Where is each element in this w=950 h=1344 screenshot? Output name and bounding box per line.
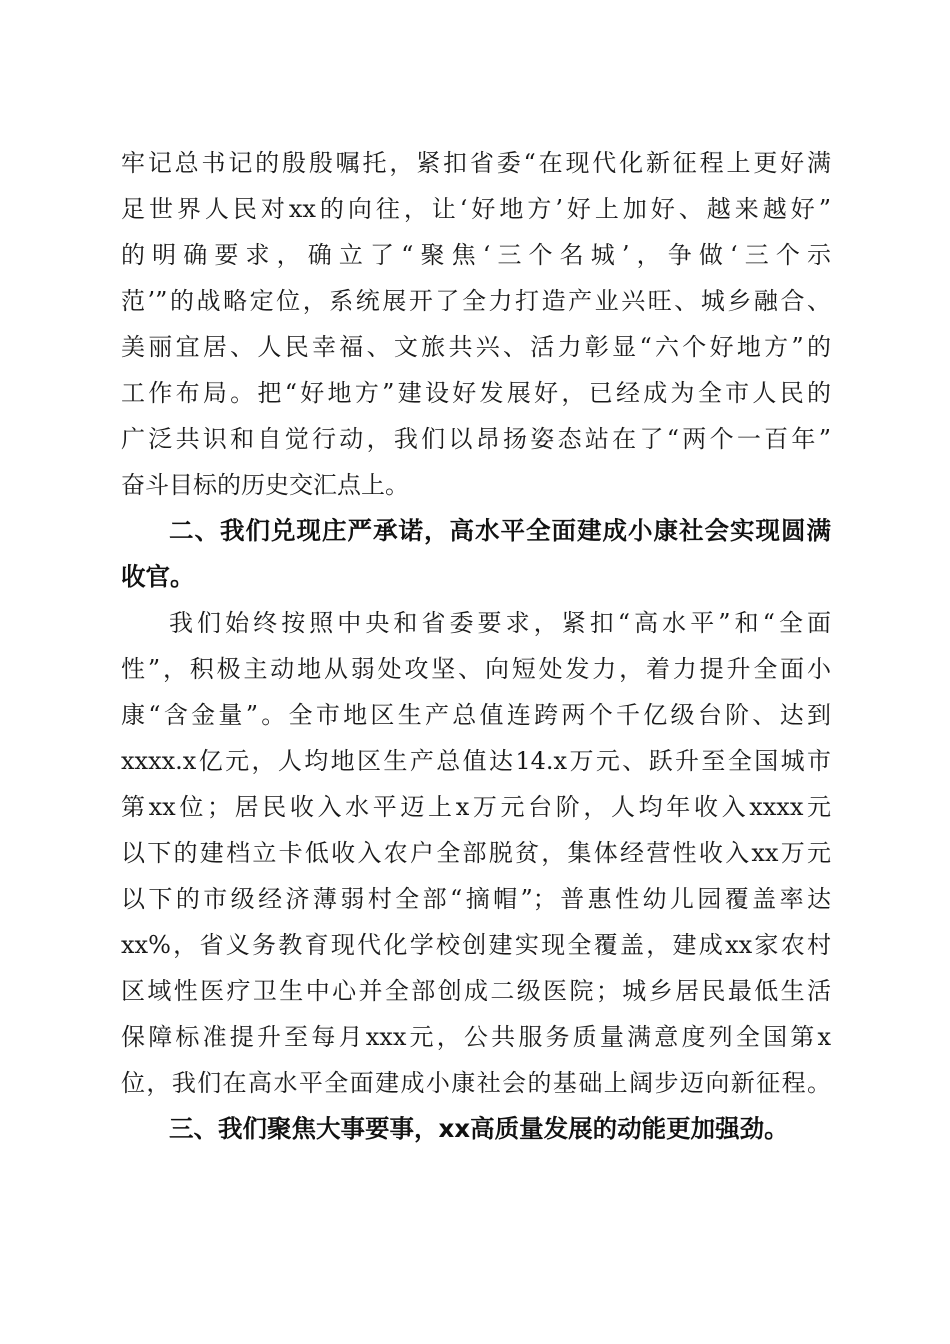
paragraph-line: xx%，省义务教育现代化学校创建实现全覆盖，建成xx家农村 (121, 931, 831, 959)
paragraph-line: 奋斗目标的历史交汇点上。 (121, 471, 409, 499)
paragraph-line: 工作布局。把“好地方”建设好发展好，已经成为全市人民的 (121, 379, 831, 407)
paragraph-line: 以下的建档立卡低收入农户全部脱贫，集体经营性收入xx万元 (121, 839, 831, 867)
paragraph-line: 范’”的战略定位，系统展开了全力打造产业兴旺、城乡融合、 (121, 287, 831, 315)
paragraph-line: 性”，积极主动地从弱处攻坚、向短处发力，着力提升全面小 (121, 655, 831, 683)
paragraph-line: 的明确要求，确立了“聚焦‘三个名城’，争做‘三个示 (121, 241, 831, 269)
paragraph-line: 美丽宜居、人民幸福、文旅共兴、活力彰显“六个好地方”的 (121, 333, 831, 361)
paragraph-line: 康“含金量”。全市地区生产总值连跨两个千亿级台阶、达到 (121, 701, 831, 729)
paragraph-line: 牢记总书记的殷殷嘱托，紧扣省委“在现代化新征程上更好满 (121, 149, 831, 177)
paragraph-line: xxxx.x亿元，人均地区生产总值达14.x万元、跃升至全国城市 (121, 747, 831, 775)
heading-line: 三、我们聚焦大事要事，xx高质量发展的动能更加强劲。 (169, 1114, 789, 1143)
heading-line: 收官。 (121, 562, 195, 591)
paragraph-line: 我们始终按照中央和省委要求，紧扣“高水平”和“全面 (169, 609, 831, 637)
paragraph-line: 足世界人民对xx的向往，让‘好地方’好上加好、越来越好” (121, 195, 831, 223)
paragraph-line: 广泛共识和自觉行动，我们以昂扬姿态站在了“两个一百年” (121, 425, 831, 453)
paragraph-line: 以下的市级经济薄弱村全部“摘帽”；普惠性幼儿园覆盖率达 (121, 885, 831, 913)
paragraph-line: 第xx位；居民收入水平迈上x万元台阶，人均年收入xxxx元 (121, 793, 831, 821)
heading-line: 二、我们兑现庄严承诺，高水平全面建成小康社会实现圆满 (169, 516, 831, 545)
paragraph-line: 区域性医疗卫生中心并全部创成二级医院；城乡居民最低生活 (121, 977, 831, 1005)
paragraph-line: 保障标准提升至每月xxx元，公共服务质量满意度列全国第x (121, 1023, 831, 1051)
paragraph-line: 位，我们在高水平全面建成小康社会的基础上阔步迈向新征程。 (121, 1069, 831, 1097)
